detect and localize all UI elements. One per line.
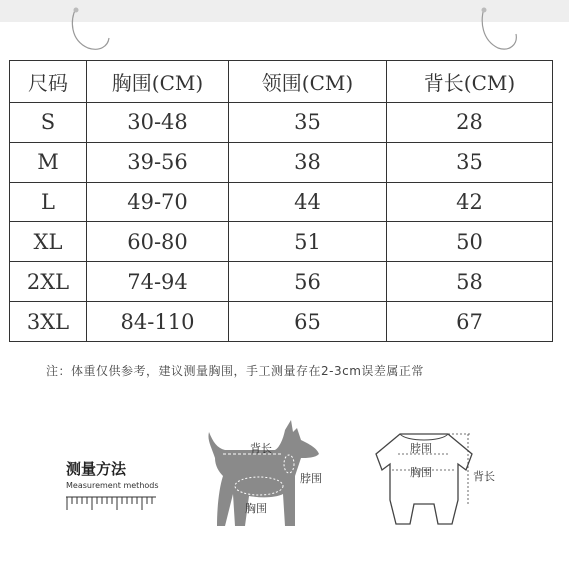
- neck-cell: 56: [229, 262, 387, 302]
- table-row: [10, 302, 553, 342]
- neck-cell: 65: [229, 302, 387, 342]
- header-size: 尺码: [10, 61, 87, 103]
- header-neck: 领围(CM): [229, 61, 387, 103]
- size-chart-table: [9, 60, 553, 342]
- table-row: [10, 222, 553, 262]
- method-title: 测量方法: [66, 460, 127, 478]
- neck-cell: 38: [229, 142, 387, 182]
- garment-back-label: 背长: [473, 470, 495, 483]
- chest-cell: 84-110: [87, 302, 229, 342]
- garment-chest-label: 胸围: [410, 466, 432, 479]
- back-cell: 42: [387, 182, 553, 222]
- size-cell: 3XL: [10, 302, 87, 342]
- chest-cell: 39-56: [87, 142, 229, 182]
- hanger-hook-icon: [476, 0, 526, 55]
- garment-neck-label: 脖围: [410, 442, 432, 455]
- ruler-icon: [66, 494, 162, 514]
- neck-cell: 44: [229, 182, 387, 222]
- chest-cell: 49-70: [87, 182, 229, 222]
- size-cell: M: [10, 142, 87, 182]
- neck-cell: 51: [229, 222, 387, 262]
- size-cell: 2XL: [10, 262, 87, 302]
- dog-neck-label: 脖围: [300, 472, 322, 485]
- hanger-hook-icon: [62, 0, 112, 55]
- chest-cell: 74-94: [87, 262, 229, 302]
- back-cell: 50: [387, 222, 553, 262]
- back-cell: 67: [387, 302, 553, 342]
- neck-cell: 35: [229, 103, 387, 143]
- table-row: [10, 103, 553, 143]
- size-cell: S: [10, 103, 87, 143]
- back-cell: 58: [387, 262, 553, 302]
- size-cell: L: [10, 182, 87, 222]
- header-back: 背长(CM): [387, 61, 553, 103]
- chest-cell: 60-80: [87, 222, 229, 262]
- size-cell: XL: [10, 222, 87, 262]
- table-row: [10, 262, 553, 302]
- table-header-row: [10, 61, 553, 103]
- chest-cell: 30-48: [87, 103, 229, 143]
- dog-chest-label: 胸围: [245, 502, 267, 515]
- dog-back-label: 背长: [250, 442, 272, 455]
- back-cell: 28: [387, 103, 553, 143]
- measurement-note: 注：体重仅供参考，建议测量胸围，手工测量存在2-3cm误差属正常: [46, 364, 424, 378]
- table-row: [10, 182, 553, 222]
- table-row: [10, 142, 553, 182]
- back-cell: 35: [387, 142, 553, 182]
- header-chest: 胸围(CM): [87, 61, 229, 103]
- method-subtitle: Measurement methods: [66, 481, 159, 490]
